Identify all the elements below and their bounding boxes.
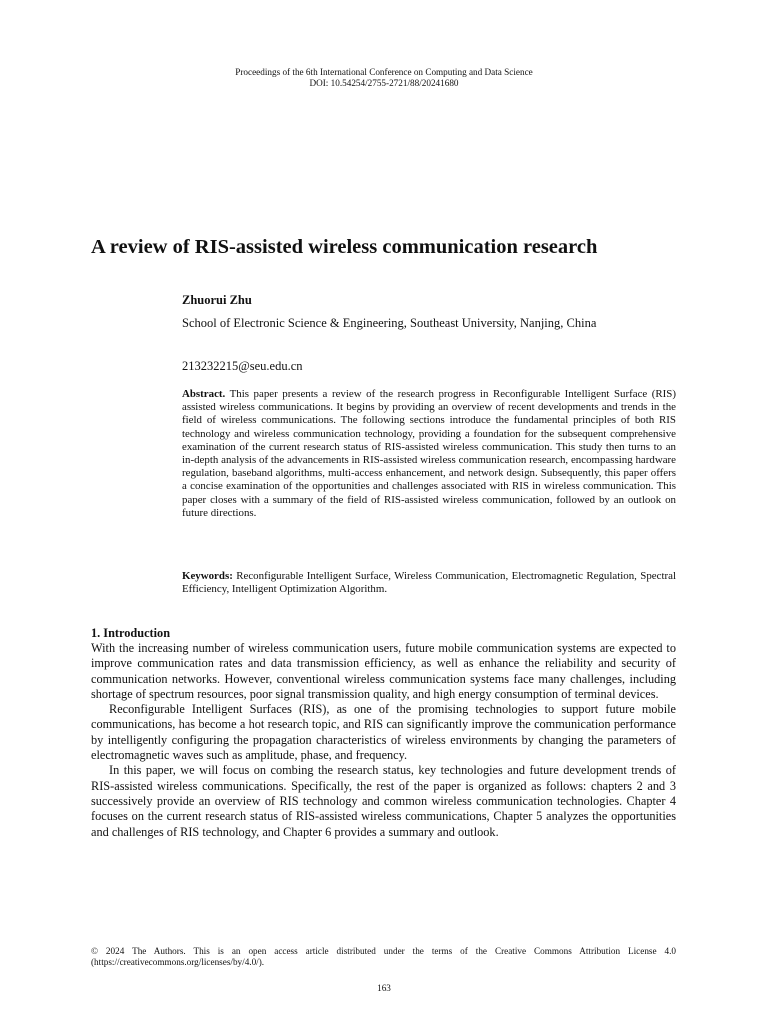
doi-line: DOI: 10.54254/2755-2721/88/20241680 — [309, 78, 459, 88]
author-affiliation: School of Electronic Science & Engineering, Southeast University, Nanjing, China — [182, 316, 597, 330]
body-paragraph: Reconfigurable Intelligent Surfaces (RIS), as one of the promising technologies to support future mobile communications, has become a hot research topic, and RIS can significantly improve the communication performance by intelligently configuring the propagation characteristics of wireless environments by changing the parameters of electromagnetic waves such as amplitude, phase, and frequency. — [91, 702, 676, 763]
abstract-label: Abstract. — [182, 388, 226, 400]
author-email: 213232215@seu.edu.cn — [182, 359, 303, 373]
body-paragraph: With the increasing number of wireless communication users, future mobile communication systems are expected to improve communication rates and data transmission efficiency, as well as enhance the reliability and security of communication networks. However, conventional wireless communication systems face many challenges, including shortage of spectrum resources, poor signal transmission quality, and high energy consumption of terminal devices. — [91, 641, 676, 701]
section-heading-introduction: 1. Introduction — [91, 626, 171, 640]
paper-title: A review of RIS-assisted wireless communication research — [91, 236, 598, 258]
abstract — [182, 388, 676, 520]
abstract-text: This paper presents a review of the research progress in Reconfigurable Intelligent Surface (RIS) assisted wireless communications. It begins by providing an overview of recent developments and trends in the field of wireless communications. The following sections introduce the fundamental principles of both RIS technology and wireless communication technology, providing a foundation for the subsequent comprehensive examination of the current research status of RIS-assisted wireless communication. This study then turns to an in-depth analysis of the advancements in RIS-assisted wireless communication research, encompassing hardware regulation, baseband algorithms, multi-access enhancement, and network design. Subsequently, this paper offers a concise examination of the opportunities and challenges associated with RIS in wireless communication. This paper closes with a summary of the field of RIS-assisted wireless communication, followed by an outlook on future directions. — [182, 388, 676, 519]
keywords — [182, 570, 676, 596]
proceedings-line: Proceedings of the 6th International Conference on Computing and Data Science — [235, 67, 533, 77]
author-name: Zhuorui Zhu — [182, 293, 252, 307]
page-number: 163 — [377, 983, 391, 993]
keywords-label: Keywords: — [182, 570, 233, 582]
introduction-body — [91, 641, 676, 840]
license-footnote: © 2024 The Authors. This is an open access article distributed under the terms of the Creative Commons Attribution License 4.0 (https://creativecommons.org/licenses/by/4.0/). — [91, 946, 676, 967]
keywords-text: Reconfigurable Intelligent Surface, Wireless Communication, Electromagnetic Regulation, Spectral Efficiency, Intelligent Optimization Algorithm. — [182, 570, 676, 596]
body-paragraph: In this paper, we will focus on combing the research status, key technologies and future development trends of RIS-assisted wireless communications. Specifically, the rest of the paper is organized as follows: chapters 2 and 3 successively provide an overview of RIS technology and common wireless communication technologies. Chapter 4 focuses on the current research status of RIS-assisted wireless communications, Chapter 5 analyzes the opportunities and challenges of RIS technology, and Chapter 6 provides a summary and outlook. — [91, 763, 676, 839]
running-header — [0, 67, 768, 89]
